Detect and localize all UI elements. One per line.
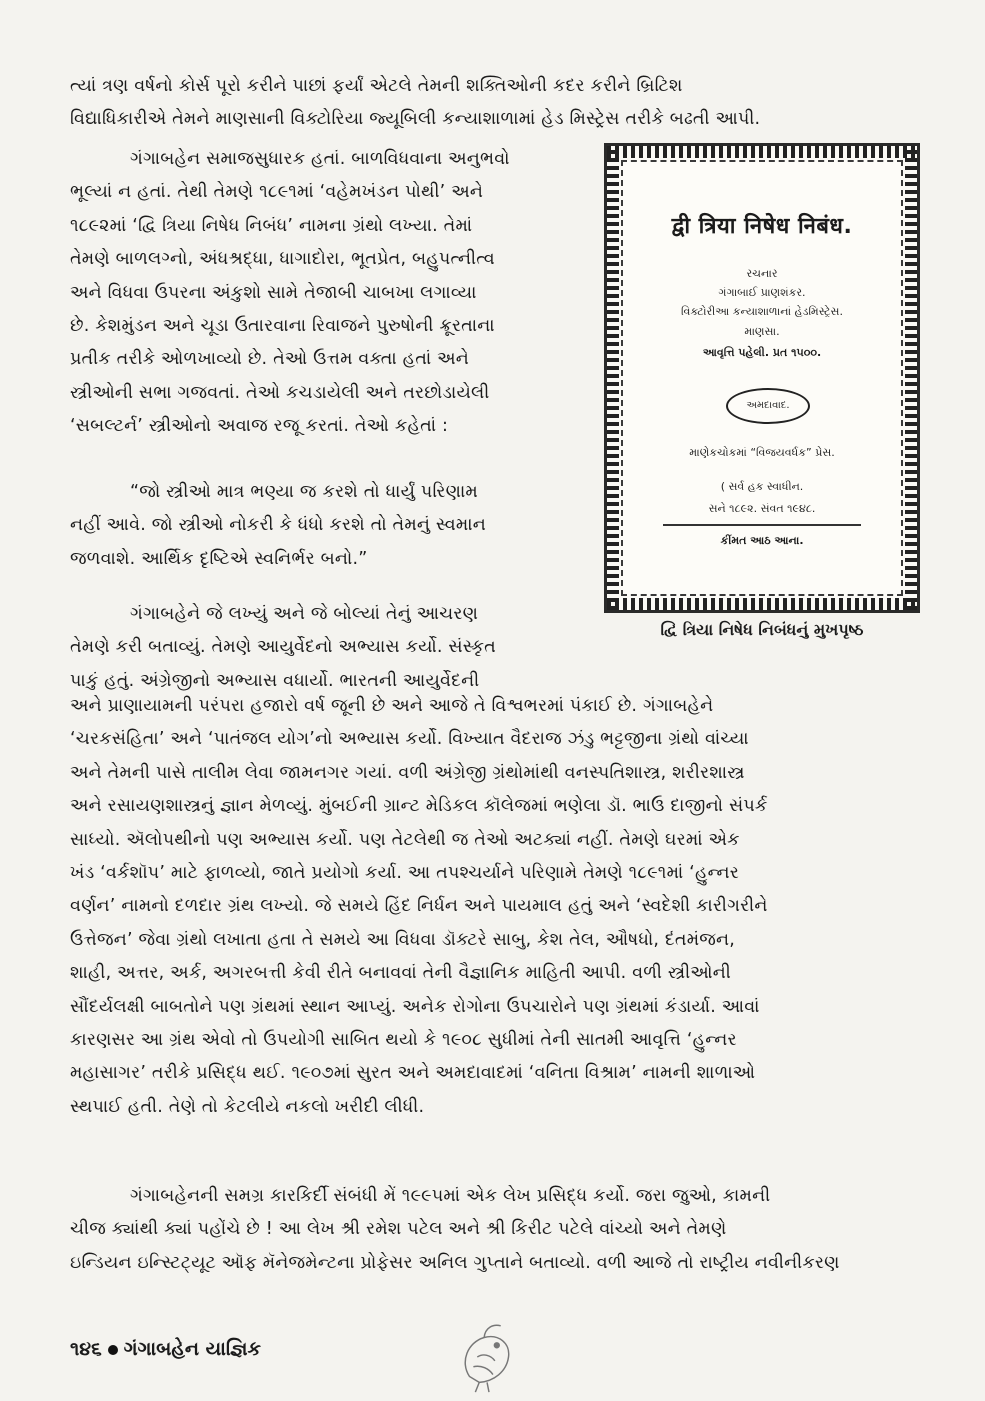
decorative-border-left xyxy=(607,146,619,610)
city-ellipse: અમદાવાદ. xyxy=(726,388,810,424)
text-line: કારણસર આ ગ્રંથ એવો તો ઉપયોગી સાબિત થયો કે ૧૯૦૮ સુધીમાં તેની સાતમી આવૃત્તિ ‘હુન્નર xyxy=(70,1030,737,1051)
text-line: “જો સ્ત્રીઓ માત્ર ભણ્યા જ કરશે તો ધાર્યું પરિણામ xyxy=(130,482,478,502)
text-line: ચીજ ક્યાંથી ક્યાં પહોંચે છે ! આ લેખ શ્રી રમેશ પટેલ અને શ્રી કિરીટ પટેલે વાંચ્યો અને તેમણે xyxy=(70,1219,727,1240)
text-line: નહીં આવે. જો સ્ત્રીઓ નોકરી કે ધંધો કરશે તો તેમનું સ્વમાન xyxy=(70,515,486,536)
text-line: અને તેમની પાસે તાલીમ લેવા જામનગર ગયાં. વળી અંગ્રેજી ગ્રંથોમાંથી વનસ્પતિશાસ્ત્ર, શરીરશાસ્ત્ર xyxy=(70,762,745,783)
rights-line: ( સર્વ હક સ્વાધીન. xyxy=(720,480,804,493)
quote-paragraph xyxy=(70,476,598,576)
book-cover-figure xyxy=(604,143,920,613)
paragraph-2 xyxy=(70,143,598,444)
running-title: ગંગાબહેન યાજ્ઞિક xyxy=(123,1338,261,1360)
text-line: શાહી, અત્તર, અર્ક, અગરબત્તી કેવી રીતે બનાવવાં તેની વૈજ્ઞાનિક માહિતી આપી. વળી સ્ત્રીઓની xyxy=(70,963,731,984)
text-line: અને વિધવા ઉપરના અંકુશો સામે તેજાબી ચાબખા લગાવ્યા xyxy=(70,282,477,303)
text-line: ભૂલ્યાં ન હતાં. તેથી તેમણે ૧૮૯૧માં ‘વહેમખંડન પોથી’ અને xyxy=(70,182,484,203)
price-line: કીંમત આઠ આના. xyxy=(720,534,804,547)
author-place: માણસા. xyxy=(744,325,780,338)
decorative-border-top xyxy=(607,146,917,158)
text-line: જળવાશે. આર્થિક દૃષ્ટિએ સ્વનિર્ભર બનો.” xyxy=(70,548,368,569)
bird-ornament-icon xyxy=(450,1318,528,1396)
decorative-border-right xyxy=(905,146,917,610)
text-line: અને રસાયણશાસ્ત્રનું જ્ઞાન મેળવ્યું. મુંબઈની ગ્રાન્ટ મેડિકલ કૉલેજમાં ભણેલા ડૉ. ભાઉ દાજીનો સંપર્ક xyxy=(70,796,768,817)
text-line: વિદ્યાધિકારીએ તેમને માણસાની વિક્ટોરિયા જ્યૂબિલી કન્યાશાળામાં હેડ મિસ્ટ્રેસ તરીકે બઢતી આપી. xyxy=(70,109,761,130)
text-line: ગંગાબહેન સમાજસુધારક હતાં. બાળવિધવાના અનુભવો xyxy=(130,149,510,169)
text-line: વર્ણન’ નામનો દળદાર ગ્રંથ લખ્યો. જે સમયે હિંદ નિર્ધન અને પાયમાલ હતું અને ‘સ્વદેશી કારીગરીને xyxy=(70,896,768,917)
text-line: અને પ્રાણાયામની પરંપરા હજારો વર્ષ જૂની છે અને આજે તે વિશ્વભરમાં પંકાઈ છે. ગંગાબહેને xyxy=(70,696,714,716)
paragraph-3-continued xyxy=(70,690,936,1124)
text-line: પાકું હતું. અંગ્રેજીનો અભ્યાસ વધાર્યો. ભારતની આયુર્વેદની xyxy=(70,670,480,691)
page-number: ૧૪૬ xyxy=(70,1338,102,1360)
text-line: તેમણે કરી બતાવ્યું. તેમણે આયુર્વેદનો અભ્યાસ કર્યો. સંસ્કૃત xyxy=(70,637,496,658)
text-line: ૧૮૯૨માં ‘દ્વિ ત્રિયા નિષેધ નિબંધ’ નામના ગ્રંથો લખ્યા. તેમાં xyxy=(70,215,473,236)
text-line: ‘ચરકસંહિતા’ અને ‘પાતંજલ યોગ’નો અભ્યાસ કર્યો. વિખ્યાત વૈદરાજ ઝંડુ ભટ્ટજીના ગ્રંથો વાંચ્યા xyxy=(70,729,749,750)
text-line: મહાસાગર’ તરીકે પ્રસિદ્ધ થઈ. ૧૯૦૭માં સુરત અને અમદાવાદમાં ‘વનિતા વિશ્રામ’ નામની શાળાઓ xyxy=(70,1063,756,1084)
text-line: ઉત્તેજન’ જેવા ગ્રંથો લખાતા હતા તે સમયે આ વિધવા ડૉક્ટરે સાબુ, કેશ તેલ, ઔષધો, દંતમંજન, xyxy=(70,929,736,950)
page-footer xyxy=(70,1338,261,1360)
text-line: ‘સબલ્ટર્ન’ સ્ત્રીઓનો અવાજ રજૂ કરતાં. તેઓ કહેતાં : xyxy=(70,416,449,437)
press-line: માણેકચોકમાં “વિજયવર્ધક” પ્રેસ. xyxy=(689,446,835,459)
year-line: સને ૧૮૯૨. સંવત ૧૯૪૮. xyxy=(708,502,816,515)
book-title: द्वी त्रिया निषेध निबंध. xyxy=(671,214,853,239)
text-line: પ્રતીક તરીકે ઓળખાવ્યો છે. તેઓ ઉત્તમ વક્તા હતાં અને xyxy=(70,349,469,370)
paragraph-1 xyxy=(70,70,936,137)
decorative-border-bottom xyxy=(607,598,917,610)
text-line: સાધ્યો. ઍલોપથીનો પણ અભ્યાસ કર્યો. પણ તેટલેથી જ તેઓ અટક્યાં નહીં. તેમણે ઘરમાં એક xyxy=(70,829,740,850)
book-cover-inner xyxy=(621,160,903,596)
author-label: રચનાર xyxy=(746,267,778,280)
text-line: ખંડ ‘વર્કશૉપ’ માટે ફાળવ્યો, જાતે પ્રયોગો કર્યા. આ તપશ્ચર્યાને પરિણામે તેમણે ૧૮૯૧માં ‘હુન્નર xyxy=(70,863,740,884)
text-line: ત્યાં ત્રણ વર્ષનો કોર્સ પૂરો કરીને પાછાં ફર્યાં એટલે તેમની શક્તિઓની કદર કરીને બ્રિટિશ xyxy=(70,76,683,96)
text-line: ગંગાબહેનની સમગ્ર કારકિર્દી સંબંધી મેં ૧૯૯૫માં એક લેખ પ્રસિદ્ધ કર્યો. જરા જુઓ, કામની xyxy=(130,1186,771,1206)
author-role: વિક્ટોરીઆ કન્યાશાળાનાં હેડમિસ્ટ્રેસ. xyxy=(681,305,843,318)
bullet-icon xyxy=(108,1345,118,1355)
text-line: સ્થપાઈ હતી. તેણે તો કેટલીયે નકલો ખરીદી લીધી. xyxy=(70,1096,425,1117)
author-name: ગંગાબાઈ પ્રાણશંકર. xyxy=(718,286,806,299)
text-line: ઇન્ડિયન ઇન્સ્ટિટ્યૂટ ઑફ મૅનેજમેન્ટના પ્રોફેસર અનિલ ગુપ્તાને બતાવ્યો. વળી આજે તો રાષ્ટ્રીય નવીનીકરણ xyxy=(70,1252,840,1273)
paragraph-3 xyxy=(70,598,598,698)
rule-divider xyxy=(663,524,861,526)
text-line: તેમણે બાળલગ્નો, અંધશ્રદ્ધા, ધાગાદોરા, ભૂતપ્રેત, બહુપત્નીત્વ xyxy=(70,249,495,270)
text-line: છે. કેશમુંડન અને ચૂડા ઉતારવાના રિવાજને પુરુષોની ક્રૂરતાના xyxy=(70,316,495,337)
text-line: સૌંદર્યલક્ષી બાબતોને પણ ગ્રંથમાં સ્થાન આપ્યું. અનેક રોગોના ઉપચારોને પણ ગ્રંથમાં કંડાર્યા. આવાં xyxy=(70,996,760,1017)
text-line: સ્ત્રીઓની સભા ગજવતાં. તેઓ કચડાયેલી અને તરછોડાયેલી xyxy=(70,382,490,403)
figure-caption: દ્વિ ત્રિયા નિષેધ નિબંધનું મુખપૃષ્ઠ xyxy=(660,620,864,639)
text-line: ગંગાબહેને જે લખ્યું અને જે બોલ્યાં તેનું આચરણ xyxy=(130,604,479,624)
edition-line: આવૃત્તિ પહેલી. પ્રત ૧૫૦૦. xyxy=(702,346,822,359)
paragraph-4 xyxy=(70,1180,936,1280)
